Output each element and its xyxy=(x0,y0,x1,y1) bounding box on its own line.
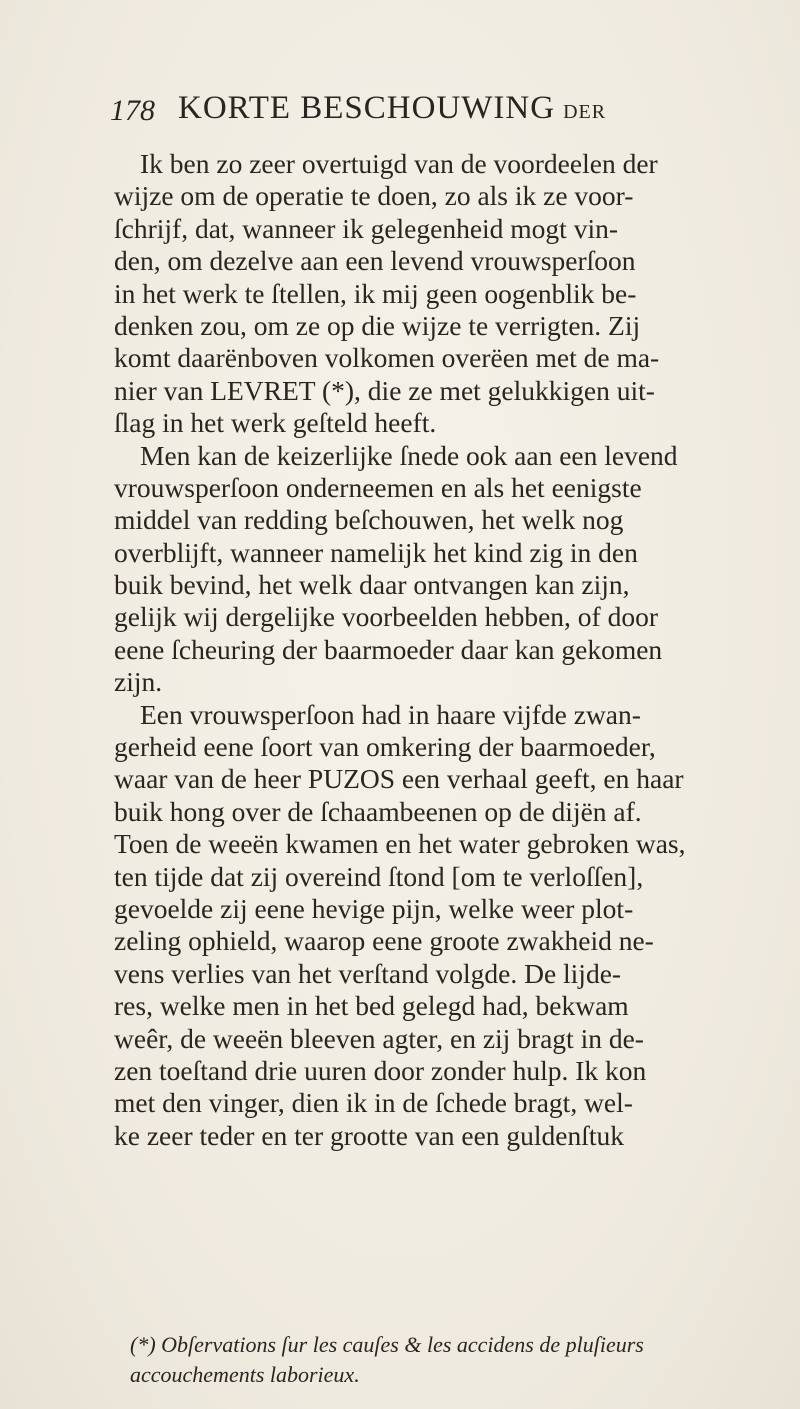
text-line: waar van de heer PUZOS een verhaal geeft, en haar xyxy=(114,763,684,795)
text-line: res, welke men in het bed gelegd had, bekwam xyxy=(114,990,629,1022)
footnote-line: accouchements laborieux. xyxy=(130,1362,360,1387)
text-line: met den vinger, dien ik in de ſchede bragt, wel- xyxy=(114,1087,633,1119)
text-line: wijze om de operatie te doen, zo als ik ze voor- xyxy=(114,180,634,212)
text-line: overblijft, wanneer namelijk het kind zig in den xyxy=(114,536,638,568)
text-line: Een vrouwsperſoon had in haare vijfde zwan- xyxy=(140,698,641,730)
page-header xyxy=(110,90,750,140)
footnote-line: (*) Obſervations ſur les cauſes & les accidens de pluſieurs xyxy=(130,1332,644,1357)
text-line: in het werk te ſtellen, ik mij geen oogenblik be- xyxy=(114,277,637,309)
text-line: zen toeſtand drie uuren door zonder hulp. Ik kon xyxy=(114,1054,647,1086)
text-line: ſlag in het werk geſteld heeft. xyxy=(114,407,437,439)
text-line: middel van redding beſchouwen, het welk nog xyxy=(114,504,624,536)
text-line: ſchrijf, dat, wanneer ik gelegenheid mogt vin- xyxy=(114,212,618,244)
running-head-end: DER xyxy=(563,101,607,123)
text-line: eene ſcheuring der baarmoeder daar kan gekomen xyxy=(114,633,663,665)
body-text xyxy=(114,148,774,1152)
running-head-title: KORTE BESCHOUWING xyxy=(178,90,556,126)
text-line: zeling ophield, waarop eene groote zwakheid ne- xyxy=(114,925,654,957)
page-number: 178 xyxy=(110,94,155,127)
text-line: ke zeer teder en ter grootte van een guldenſtuk xyxy=(114,1119,625,1151)
text-line: gevoelde zij eene hevige pijn, welke weer plot- xyxy=(114,892,634,924)
running-head xyxy=(178,90,606,127)
text-line: gelijk wij dergelijke voorbeelden hebben, of door xyxy=(114,601,658,633)
footnote xyxy=(130,1330,780,1390)
text-line: den, om dezelve aan een levend vrouwsperſoon xyxy=(114,245,636,277)
text-line: weêr, de weeën bleeven agter, en zij bragt in de- xyxy=(114,1022,644,1054)
text-line: komt daarënboven volkomen overëen met de ma- xyxy=(114,342,660,374)
text-line: Ik ben zo zeer overtuigd van de voordeelen der xyxy=(140,148,658,179)
text-line: denken zou, om ze op die wijze te verrigten. Zij xyxy=(114,309,641,341)
text-line: Toen de weeën kwamen en het water gebroken was, xyxy=(114,828,686,860)
text-line: buik hong over de ſchaambeenen op de dijën af. xyxy=(114,795,642,827)
text-line: buik bevind, het welk daar ontvangen kan zijn, xyxy=(114,569,630,601)
text-line: zijn. xyxy=(114,666,163,698)
text-line: Men kan de keizerlijke ſnede ook aan een levend xyxy=(140,439,678,471)
text-line: ten tijde dat zij overeind ſtond [om te verloſſen], xyxy=(114,860,644,892)
text-line: nier van LEVRET (*), die ze met gelukkigen uit- xyxy=(114,374,655,406)
text-line: gerheid eene ſoort van omkering der baarmoeder, xyxy=(114,731,656,763)
text-line: vens verlies van het verſtand volgde. De lijde- xyxy=(114,957,622,989)
text-line: vrouwsperſoon onderneemen en als het eenigste xyxy=(114,471,642,503)
